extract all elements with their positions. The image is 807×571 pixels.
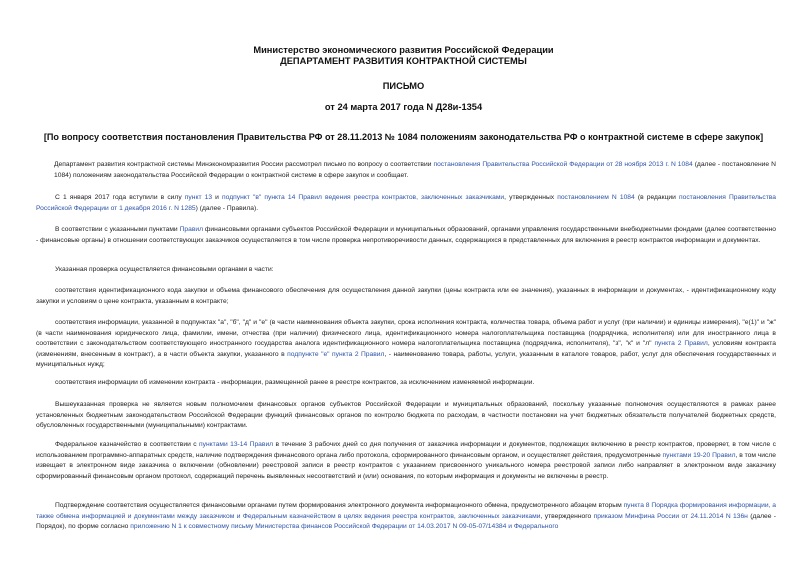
department-name: ДЕПАРТАМЕНТ РАЗВИТИЯ КОНТРАКТНОЙ СИСТЕМЫ (280, 56, 527, 66)
body-paragraph (36, 400, 776, 432)
paragraph-text: С 1 января 2017 года вступили в силу (55, 194, 185, 201)
body-paragraph (36, 440, 776, 482)
document-reference-link[interactable]: постановлением N 1084 (557, 194, 635, 201)
document-reference-link[interactable]: приказом Минфина России от 24.11.2014 N 136н (593, 512, 748, 520)
paragraph-text: соответствия информации, указанной в подпунктах "а", "б", "д" и "е" (в части наименования объекта закупки, срока исполнения контракта, количества товара, объема работ и услуг (при наличии) и единицы измерения), "е(1)" и "ж" (в части наименования юридического лица, фамилии, имени, отчества (при наличии) физического лица, идентификационного номера налогоплательщика поставщика (подрядчика, исполнителя) или для иностранного лица в соответствии с законодательством соответствующего иностранного государства аналога идентификационного номера налогоплательщика поставщика (подрядчика, исполнителя), "з", "к" и "л" (36, 319, 776, 348)
paragraph-text: в течение 3 рабочих дней со дня получения от заказчика информации и документов, подлежащих включению в реестр контрактов, проверяет, в том числе с использованием программно-аппаратных средств, наличие подтверждения финансового органа либо протокола, сформированного финансовым органом, и осуществляет действия, предусмотренные (36, 441, 776, 459)
paragraph-text: , условиям контракта (изменениям, внесенным в контракт), а в части объекта закупки, указанного в (36, 340, 776, 358)
document-reference-link[interactable]: постановления Правительства Российской Федерации от 28 ноября 2013 г. N 1084 (433, 161, 693, 168)
paragraph-text: , утвержденного (540, 512, 594, 520)
document-reference-link[interactable]: пункта 8 Порядка формирования информации, а также обмена информацией и документами между заказчиком и Федеральным казначейством в целях ведения реестра контрактов, заключенных заказчиками (36, 502, 777, 520)
document-date-number: от 24 марта 2017 года N Д28и-1354 (324, 102, 483, 112)
body-paragraph (36, 318, 776, 371)
paragraph-text: (в редакции (634, 194, 679, 201)
paragraph-text: , в том числе извещает в электронном виде заказчика о включении (обновлении) реестровой записи в реестр контрактов с указанием присвоенного уникального номера реестровой записи либо направляет в электронном виде заказчику сформированный финансовым органом протокол, содержащий перечень выявленных несоответствий и (или) основания, по которым информация и документы не включены в реестр. (36, 451, 776, 480)
paragraph-text: финансовыми органами субъектов Российской Федерации и муниципальных образований, органами управления государственными внебюджетными фондами (далее соответственно - финансовые органы) в отношении соответствующих заказчиков осуществляется в том числе проверка непротиворечивости данных, содержащихся в представленных для включения в реестр контрактов информации и документах. (36, 226, 776, 244)
document-reference-link[interactable]: пункт 13 (184, 194, 213, 201)
paragraph-text: и (212, 194, 223, 201)
body-paragraph (54, 160, 776, 181)
paragraph-text: ) (далее - Правила). (195, 204, 259, 212)
paragraph-text: Вышеуказанная проверка не является новым полномочием финансовых органов субъектов Российской Федерации и муниципальных образований, поскольку указанные полномочия осуществляются в рамках ранее установленных бюджетным законодательством Российской Федерации функций финансовых органов по контролю бюджета по расходам, в частности постановки на учет бюджетных обязательств получателей бюджетных средств, обусловленных государственными (муниципальными) контрактами. (36, 401, 776, 430)
body-paragraph (36, 501, 776, 533)
document-reference-link[interactable]: подпункте "е" пункта 2 Правил (287, 350, 385, 358)
document-reference-link[interactable]: пункта 2 Правил (654, 340, 708, 348)
paragraph-text: Указанная проверка осуществляется финансовыми органами в части: (55, 266, 274, 273)
paragraph-text: В соответствии с указанными пунктами (55, 226, 180, 233)
body-paragraph (36, 378, 776, 389)
paragraph-text: Подтверждение соответствия осуществляется финансовыми органами путем формирования электронного документа информационного обмена, предусмотренного абзацем вторым (55, 502, 624, 509)
document-reference-link[interactable]: приложению N 1 к совместному письму Министерства финансов Российской Федерации от 14.03.2017 N 09-05-07/14384 и Федерального (130, 523, 559, 531)
paragraph-text: (далее - Порядок), по форме согласно (36, 512, 777, 531)
body-paragraph (36, 225, 776, 246)
paragraph-text: Федеральное казначейство в соответствии с (55, 441, 199, 448)
ministry-name: Министерство экономического развития Российской Федерации (253, 45, 554, 55)
document-reference-link[interactable]: Правил (179, 226, 204, 233)
document-reference-link[interactable]: пунктами 13-14 Правил (199, 441, 274, 448)
paragraph-text: соответствия идентификационного кода закупки и объема финансового обеспечения для осуществления данной закупки (цены контракта или ее значения), указанных в информации и документах, - идентификационному коду закупки и условиям о цене контракта, указанным в контракте; (36, 287, 776, 305)
paragraph-text: (далее - постановление N 1084) положениям законодательства Российской Федерации о контрактной системе в сфере закупок и сообщает. (54, 161, 776, 179)
document-type: ПИСЬМО (382, 81, 425, 91)
body-paragraph (36, 193, 776, 214)
body-paragraph (36, 286, 776, 307)
document-reference-link[interactable]: постановления Правительства Российской Федерации от 1 декабря 2016 г. N 1285 (36, 194, 776, 212)
document-reference-link[interactable]: подпункт "в" пункта 14 Правил ведения реестра контрактов, заключенных заказчиками (222, 194, 505, 201)
document-title: [По вопросу соответствия постановления Правительства РФ от 28.11.2013 № 1084 положениям законодательства РФ о контрактной системе в сфере закупок] (43, 132, 764, 142)
body-paragraph (36, 265, 776, 276)
paragraph-text: , утвержденных (504, 194, 558, 201)
paragraph-text: , - наименованию товара, работы, услуги, указанным в каталоге товаров, работ, услуг для обеспечения государственных и муниципальных нужд; (36, 350, 777, 369)
paragraph-text: соответствия информации об изменении контракта - информации, размещенной ранее в реестре контрактов, за исключением изменяемой информации. (55, 379, 535, 386)
document-reference-link[interactable]: пунктами 19-20 Правил (662, 451, 736, 459)
paragraph-text: Департамент развития контрактной системы Минэкономразвития России рассмотрел письмо по вопросу о соответствии (54, 161, 434, 168)
